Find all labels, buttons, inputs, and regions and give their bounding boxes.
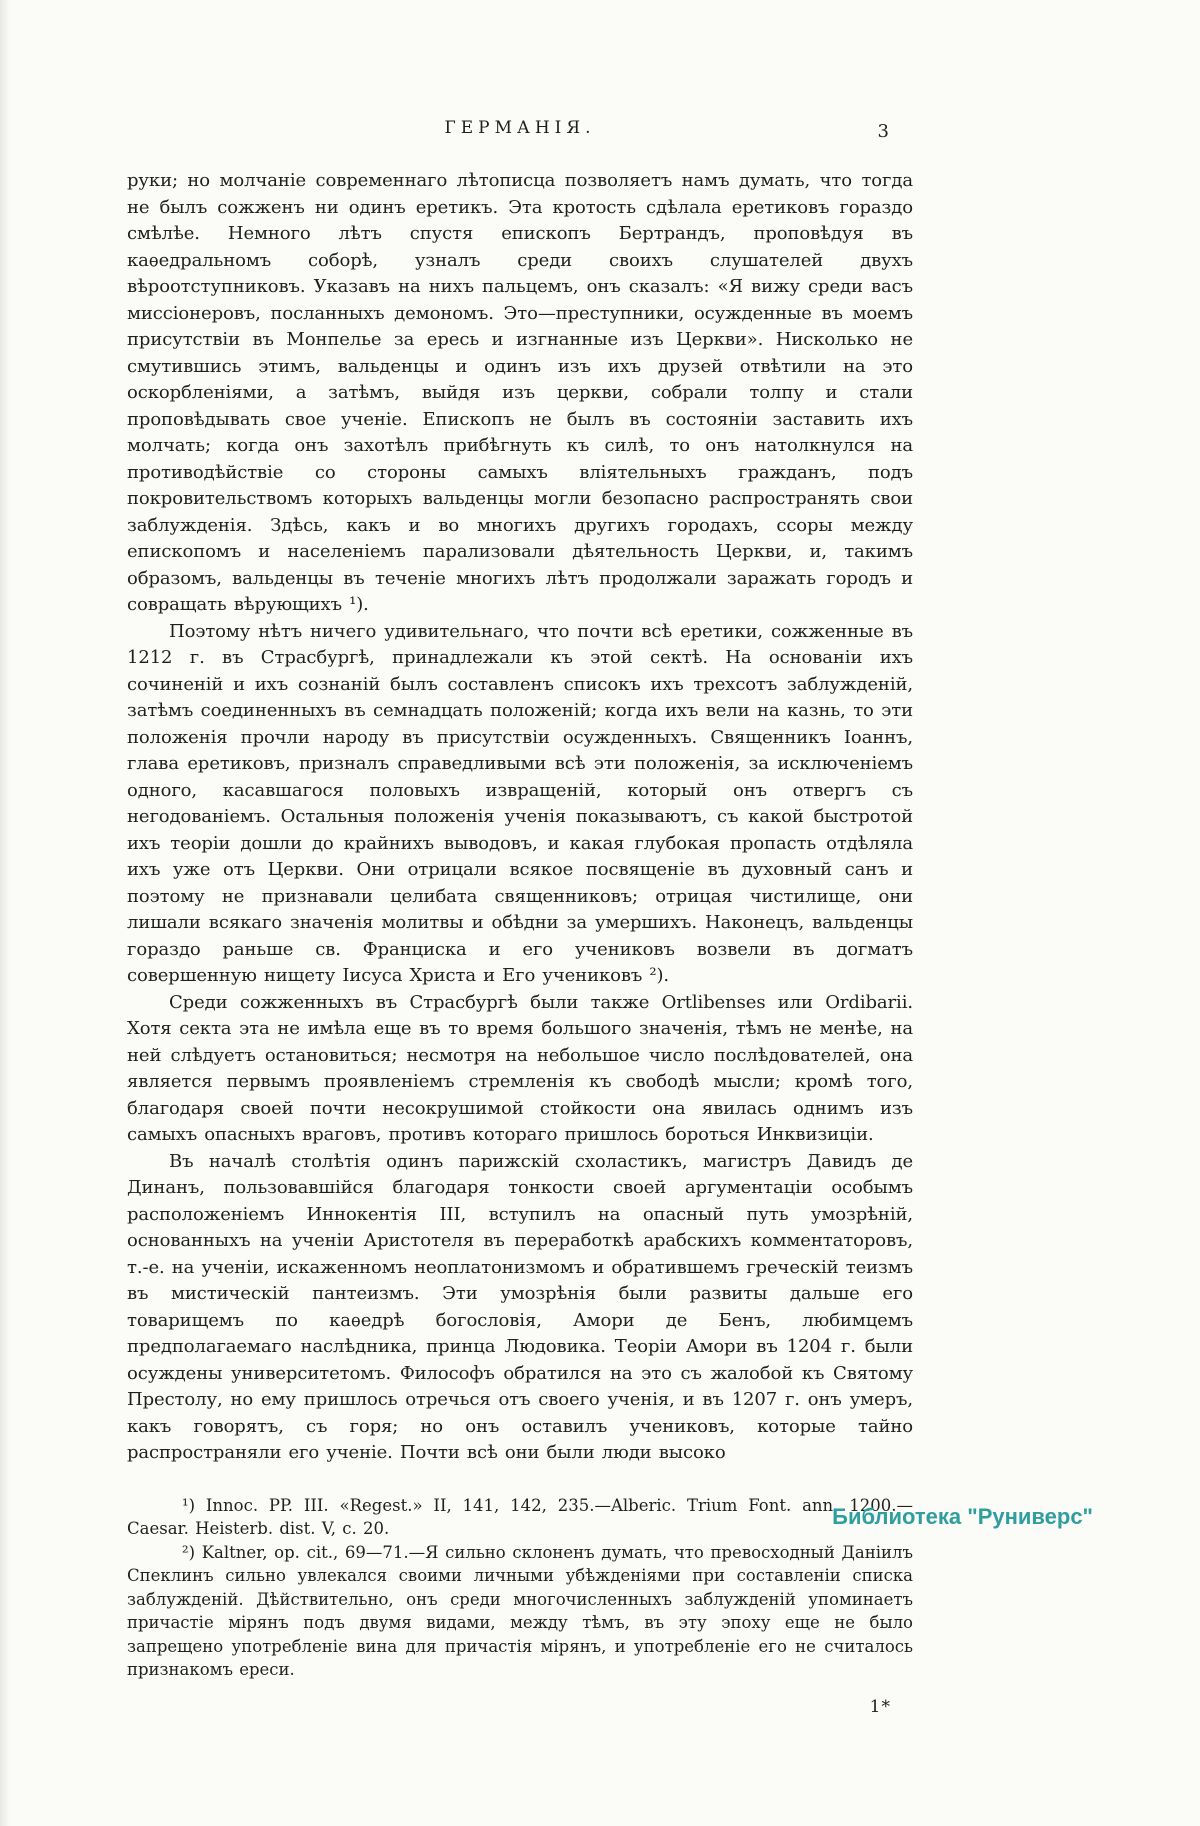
paragraph-continuation: руки; но молчаніе современнаго лѣтописца позволяетъ намъ думать, что тогда не былъ сожженъ ни одинъ еретикъ. Эта кротость сдѣлала еретиковъ гораздо смѣлѣе. Немного лѣтъ спустя епископъ Бертрандъ, проповѣдуя въ каѳедральномъ соборѣ, узналъ среди своихъ слушателей двухъ вѣроотступниковъ. Указавъ на нихъ пальцемъ, онъ сказалъ: «Я вижу среди васъ миссіонеровъ, посланныхъ демономъ. Это—преступники, осужденные въ моемъ присутствіи въ Монпелье за ересь и изгнанные изъ Церкви». Нисколько не смутившись этимъ, вальденцы и одинъ изъ ихъ друзей отвѣтили на это оскорбленіями, а затѣмъ, выйдя изъ церкви, собрали толпу и стали проповѣдывать свое ученіе. Епископъ не былъ въ состояніи заставить ихъ молчать; когда онъ захотѣлъ прибѣгнуть къ силѣ, то онъ натолкнулся на противодѣйствіе со стороны самыхъ вліятельныхъ гражданъ, подъ покровительствомъ которыхъ вальденцы могли безопасно распространять свои заблужденія. Здѣсь, какъ и во многихъ другихъ городахъ, ссоры между епископомъ и населеніемъ парализовали дѣятельность Церкви, и, такимъ образомъ, вальденцы въ теченіе многихъ лѣтъ продолжали заражать городъ и совращать вѣрующихъ ¹). <box>127 170 913 615</box>
body-text <box>127 168 913 1467</box>
page-header <box>127 0 913 142</box>
paragraph-david-de-dinan: Въ началѣ столѣтія одинъ парижскій схоластикъ, магистръ Давидъ де Динанъ, пользовавшійся благодаря тонкости своей аргументаціи особымъ расположеніемъ Иннокентія III, вступилъ на опасный путь умозрѣній, основанныхъ на ученіи Аристотеля въ переработкѣ арабскихъ комментаторовъ, т.-е. на ученіи, искаженномъ неоплатонизмомъ и обратившемъ греческій теизмъ въ мистическій пантеизмъ. Эти умозрѣнія были развиты дальше его товарищемъ по каѳедрѣ богословія, Амори де Бенъ, любимцемъ предполагаемаго наслѣдника, принца Людовика. Теоріи Амори въ 1204 г. были осуждены университетомъ. Философъ обратился на это съ жалобой къ Святому Престолу, но ему пришлось отречься отъ своего ученія, и въ 1207 г. онъ умеръ, какъ говорятъ, съ горя; но онъ оставилъ учениковъ, которые тайно распространяли его ученіе. Почти всѣ они были люди высоко <box>127 1150 913 1463</box>
text-column <box>127 0 913 1717</box>
signature-mark: 1* <box>869 1696 891 1717</box>
scan-edge-shadow <box>0 0 10 1826</box>
footnote-2: ²) Kaltner, op. cit., 69—71.—Я сильно склоненъ думать, что превосходный Даніилъ Спеклинъ сильно увлекался своими личными убѣжденіями при составленіи списка заблужденій. Дѣйствительно, онъ среди многочисленныхъ заблужденій упоминаетъ причастіе мірянъ подъ двумя видами, между тѣмъ, въ эту эпоху еще не было запрещено употребленіе вина для причастія мірянъ, и употребленіе его не считалось признакомъ ереси. <box>127 1542 913 1679</box>
library-watermark: Библиотека "Руниверс" <box>832 1504 1093 1529</box>
page-number: 3 <box>877 121 889 142</box>
running-title: ГЕРМАНІЯ. <box>444 118 596 138</box>
footnotes-section <box>127 1494 913 1682</box>
paragraph-ortlibenses: Среди сожженныхъ въ Страсбургѣ были также Ortlibenses или Ordibarii. Хотя секта эта не имѣла еще въ то время большого значенія, тѣмъ не менѣе, на ней слѣдуетъ остановиться; несмотря на небольшое число послѣдователей, она является первымъ проявленіемъ стремленія къ свободѣ мысли; кромѣ того, благодаря своей почти несокрушимой стойкости она явилась однимъ изъ самыхъ опасныхъ враговъ, противъ котораго пришлось бороться Инквизиціи. <box>127 991 913 1145</box>
footnote-1: ¹) Innoc. PP. III. «Regest.» II, 141, 142, 235.—Alberic. Trium Font. ann. 1200.—Caesar. Heisterb. dist. V, c. 20. <box>127 1495 913 1538</box>
paragraph-strasbourg-heretics: Поэтому нѣтъ ничего удивительнаго, что почти всѣ еретики, сожженные въ 1212 г. въ Страсбургѣ, принадлежали къ этой сектѣ. На основаніи ихъ сочиненій и ихъ сознаній былъ составленъ списокъ ихъ трехсотъ заблужденій, затѣмъ соединенныхъ въ семнадцать положеній; когда ихъ вели на казнь, то эти положенія прочли народу въ присутствіи осужденныхъ. Священникъ Іоаннъ, глава еретиковъ, призналъ справедливыми всѣ эти положенія, за исключеніемъ одного, касавшагося половыхъ извращеній, который онъ отвергъ съ негодованіемъ. Остальныя положенія ученія показываютъ, съ какой быстротой ихъ теоріи дошли до крайнихъ выводовъ, и какая глубокая пропасть отдѣляла ихъ уже отъ Церкви. Они отрицали всякое посвященіе въ духовный санъ и поэтому не признавали целибата священниковъ; отрицая чистилище, они лишали всякаго значенія молитвы и обѣдни за умершихъ. Наконецъ, вальденцы гораздо раньше св. Франциска и его учениковъ возвели въ догматъ совершенную нищету Іисуса Христа и Его учениковъ ²). <box>127 620 913 986</box>
